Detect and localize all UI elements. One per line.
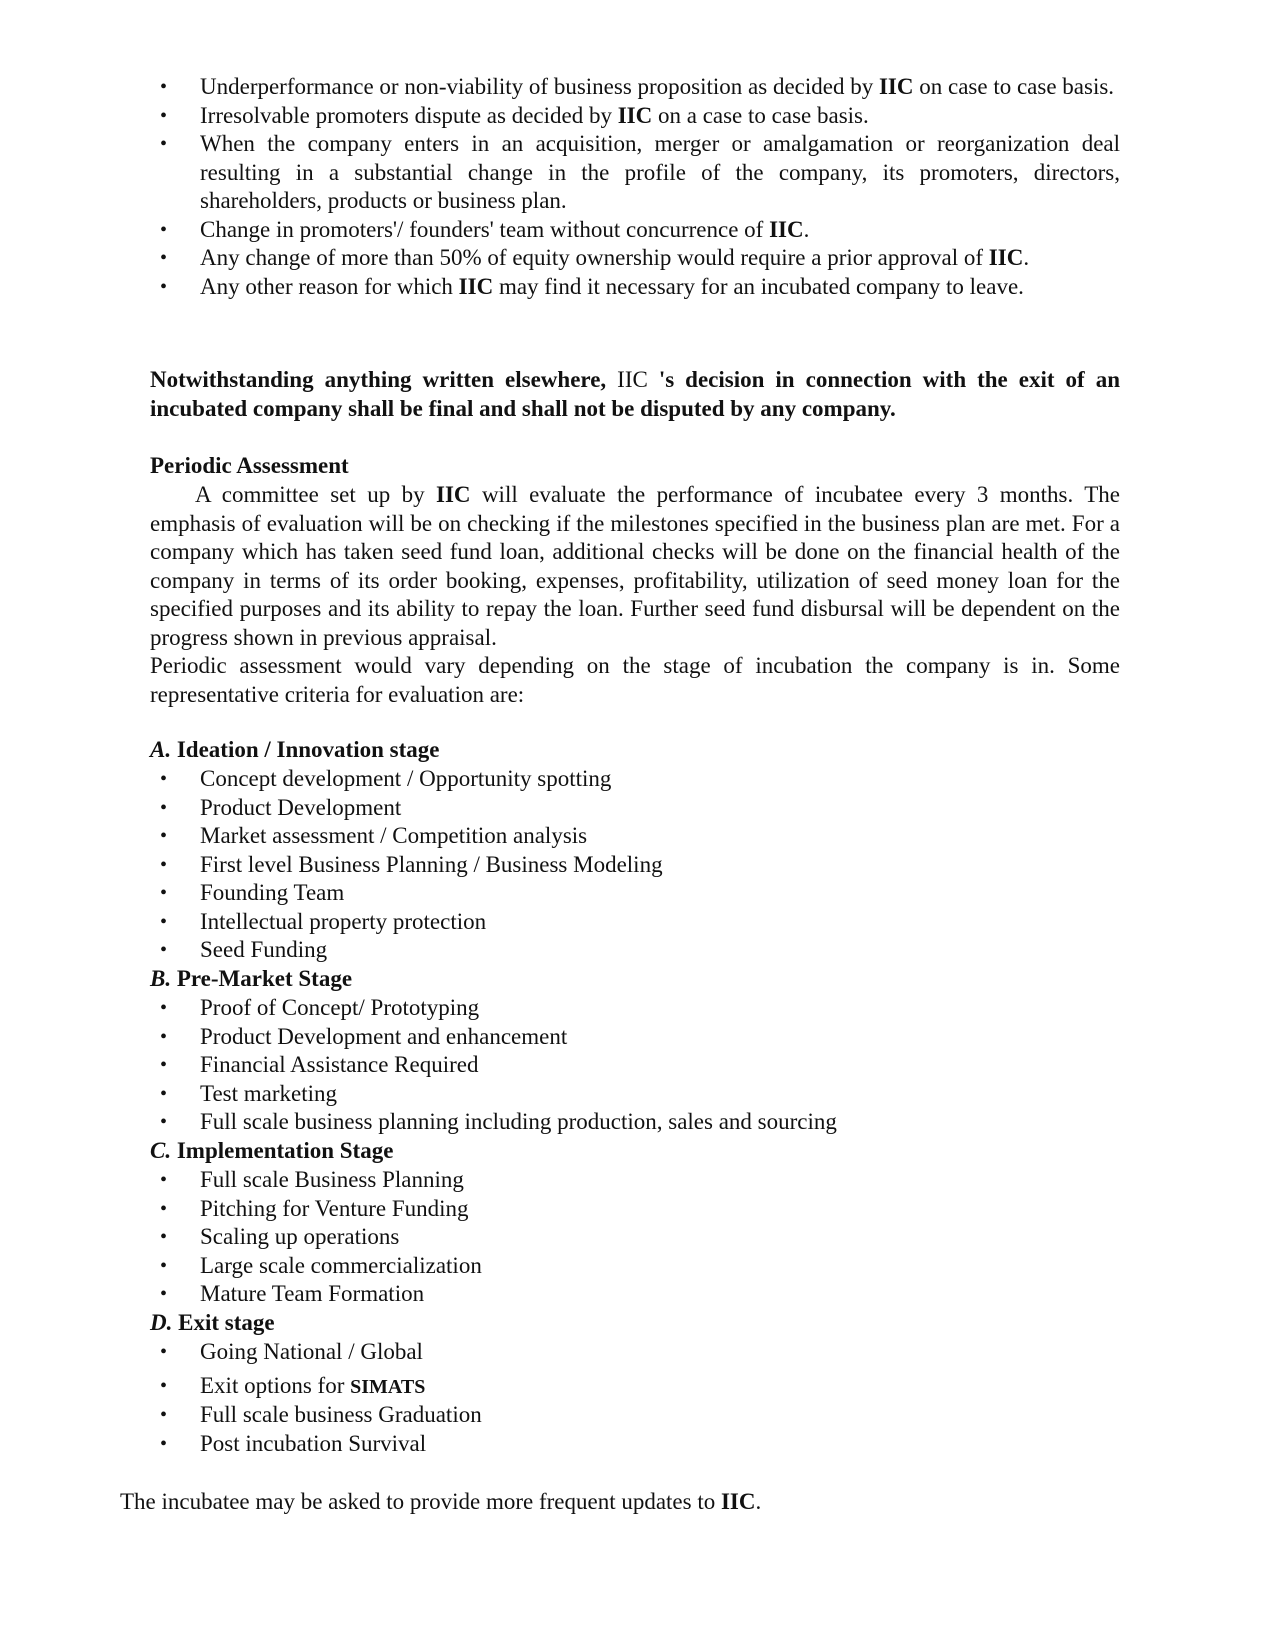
stage-d-list <box>150 1338 1120 1458</box>
assessment-paragraph: A committee set up by IIC will evaluate the performance of incubatee every 3 months. The emphasis of evaluation will be on checking if the milestones specified in the business plan are met. For a company which has taken seed fund loan, additional checks will be done on the financial health of the company in terms of its order booking, expenses, profitability, utilization of seed money loan for the specified purposes and its ability to repay the loan. Further seed fund disbursal will be dependent on the progress shown in previous appraisal. <box>150 482 1120 650</box>
list-item: • Exit options for SIMATS <box>150 1372 1120 1402</box>
list-item: • Seed Funding <box>150 936 1120 965</box>
assessment-criteria-intro: Periodic assessment would vary depending on the stage of incubation the company is in. Some representative criteria for evaluation are: <box>150 653 1120 707</box>
list-item: • Financial Assistance Required <box>150 1051 1120 1080</box>
list-item: • Test marketing <box>150 1080 1120 1109</box>
stage-d-heading: D. Exit stage <box>150 1310 275 1335</box>
stage-c-list <box>150 1166 1120 1309</box>
stage-b-heading: B. Pre-Market Stage <box>150 966 353 991</box>
list-item: • Post incubation Survival <box>150 1430 1120 1459</box>
list-item: • Pitching for Venture Funding <box>150 1195 1120 1224</box>
list-item: • Full scale business Graduation <box>150 1401 1120 1430</box>
list-item: • Founding Team <box>150 879 1120 908</box>
list-item: • Change in promoters'/ founders' team without concurrence of IIC. <box>150 216 1120 245</box>
list-item: • Product Development <box>150 794 1120 823</box>
list-item: • First level Business Planning / Business Modeling <box>150 851 1120 880</box>
list-item: • Any change of more than 50% of equity ownership would require a prior approval of IIC. <box>150 244 1120 273</box>
stage-c-heading: C. Implementation Stage <box>150 1138 394 1163</box>
stage-a-heading: A. Ideation / Innovation stage <box>150 737 440 762</box>
list-item: • Irresolvable promoters dispute as decided by IIC on a case to case basis. <box>150 102 1120 131</box>
stage-b-list <box>150 994 1120 1137</box>
list-item: • Underperformance or non-viability of business proposition as decided by IIC on case to case basis. <box>150 73 1120 102</box>
list-item: • Going National / Global <box>150 1338 1120 1367</box>
list-item: • Mature Team Formation <box>150 1280 1120 1309</box>
section-heading: Periodic Assessment <box>150 453 349 478</box>
list-item: • Concept development / Opportunity spotting <box>150 765 1120 794</box>
list-item: • Full scale business planning including production, sales and sourcing <box>150 1108 1120 1137</box>
list-item: • Full scale Business Planning <box>150 1166 1120 1195</box>
list-item: • Scaling up operations <box>150 1223 1120 1252</box>
list-item: • When the company enters in an acquisition, merger or amalgamation or reorganization deal resulting in a substantial change in the profile of the company, its promoters, directors, shareholders, products or business plan. <box>150 130 1120 216</box>
list-item: • Intellectual property protection <box>150 908 1120 937</box>
list-item: • Large scale commercialization <box>150 1252 1120 1281</box>
exit-reasons-list <box>150 73 1120 301</box>
closing-paragraph: The incubatee may be asked to provide more frequent updates to IIC. <box>120 1489 762 1514</box>
stage-a-list <box>150 765 1120 965</box>
list-item: • Market assessment / Competition analysis <box>150 822 1120 851</box>
list-item: • Product Development and enhancement <box>150 1023 1120 1052</box>
list-item: • Proof of Concept/ Prototyping <box>150 994 1120 1023</box>
list-item: • Any other reason for which IIC may find it necessary for an incubated company to leave. <box>150 273 1120 302</box>
exit-notice: Notwithstanding anything written elsewhere, IIC 's decision in connection with the exit of an incubated company shall be final and shall not be disputed by any company. <box>150 367 1120 421</box>
